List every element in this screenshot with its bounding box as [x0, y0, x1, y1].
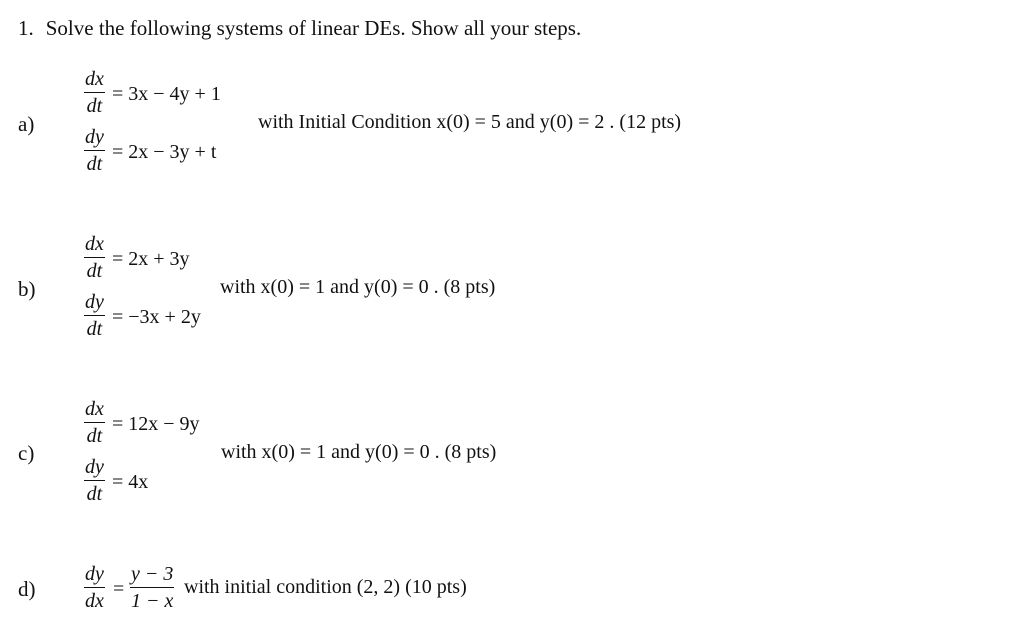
fraction-bar	[84, 315, 105, 316]
part-c-label: c)	[18, 441, 35, 465]
part-b-eq2-numerator: dy	[85, 291, 104, 313]
part-c-eq1-derivative	[84, 398, 105, 447]
part-b-eq1-rhs: = 2x + 3y	[112, 248, 190, 270]
question-instruction: Solve the following systems of linear DEs. Show all your steps.	[45, 16, 582, 40]
part-b-eq2-derivative	[84, 291, 105, 340]
fraction-bar	[84, 92, 105, 93]
part-a-condition: with Initial Condition x(0) = 5 and y(0) = 2 . (12 pts)	[258, 111, 682, 133]
part-c-eq2-numerator: dy	[85, 456, 104, 478]
part-c-eq1-denominator: dt	[86, 425, 103, 447]
fraction-bar	[84, 480, 105, 481]
part-a-eq2-rhs: = 2x − 3y + t	[112, 141, 217, 163]
part-d-equals: =	[113, 578, 125, 600]
part-d-lhs-derivative	[84, 563, 105, 612]
part-c-eq1-rhs: = 12x − 9y	[112, 413, 200, 435]
part-b-eq2-denominator: dt	[86, 318, 103, 340]
part-c-eq2-derivative	[84, 456, 105, 505]
question-header	[18, 16, 581, 41]
part-b-condition: with x(0) = 1 and y(0) = 0 . (8 pts)	[220, 276, 496, 298]
part-c-eq2-denominator: dt	[86, 483, 103, 505]
part-a-eq1-rhs: = 3x − 4y + 1	[112, 83, 221, 105]
part-d-rhs-numerator: y − 3	[131, 563, 174, 585]
part-a-eq1-derivative	[84, 68, 105, 117]
part-b-eq1-denominator: dt	[86, 260, 103, 282]
part-a-eq1-denominator: dt	[86, 95, 103, 117]
part-a-label: a)	[18, 112, 35, 136]
part-d-lhs-denominator: dx	[85, 590, 104, 612]
part-a-eq2-derivative	[84, 126, 105, 175]
part-c-condition: with x(0) = 1 and y(0) = 0 . (8 pts)	[221, 441, 497, 463]
fraction-bar	[84, 587, 105, 588]
part-b-eq1-derivative	[84, 233, 105, 282]
part-c-eq1-numerator: dx	[85, 398, 104, 420]
part-d-label: d)	[18, 577, 36, 601]
part-a-eq1-numerator: dx	[85, 68, 104, 90]
part-b-eq1-numerator: dx	[85, 233, 104, 255]
part-a-eq2-denominator: dt	[86, 153, 103, 175]
part-d-rhs-fraction	[130, 563, 174, 612]
fraction-bar	[84, 257, 105, 258]
part-d-lhs-numerator: dy	[85, 563, 104, 585]
part-d-condition: with initial condition (2, 2) (10 pts)	[184, 576, 467, 598]
fraction-bar	[84, 422, 105, 423]
part-d-rhs-denominator: 1 − x	[131, 590, 174, 612]
fraction-bar	[84, 150, 105, 151]
part-b-eq2-rhs: = −3x + 2y	[112, 306, 201, 328]
part-a-eq2-numerator: dy	[85, 126, 104, 148]
part-c-eq2-rhs: = 4x	[112, 471, 149, 493]
fraction-bar	[130, 587, 174, 588]
question-number: 1.	[18, 16, 34, 40]
part-b-label: b)	[18, 277, 36, 301]
